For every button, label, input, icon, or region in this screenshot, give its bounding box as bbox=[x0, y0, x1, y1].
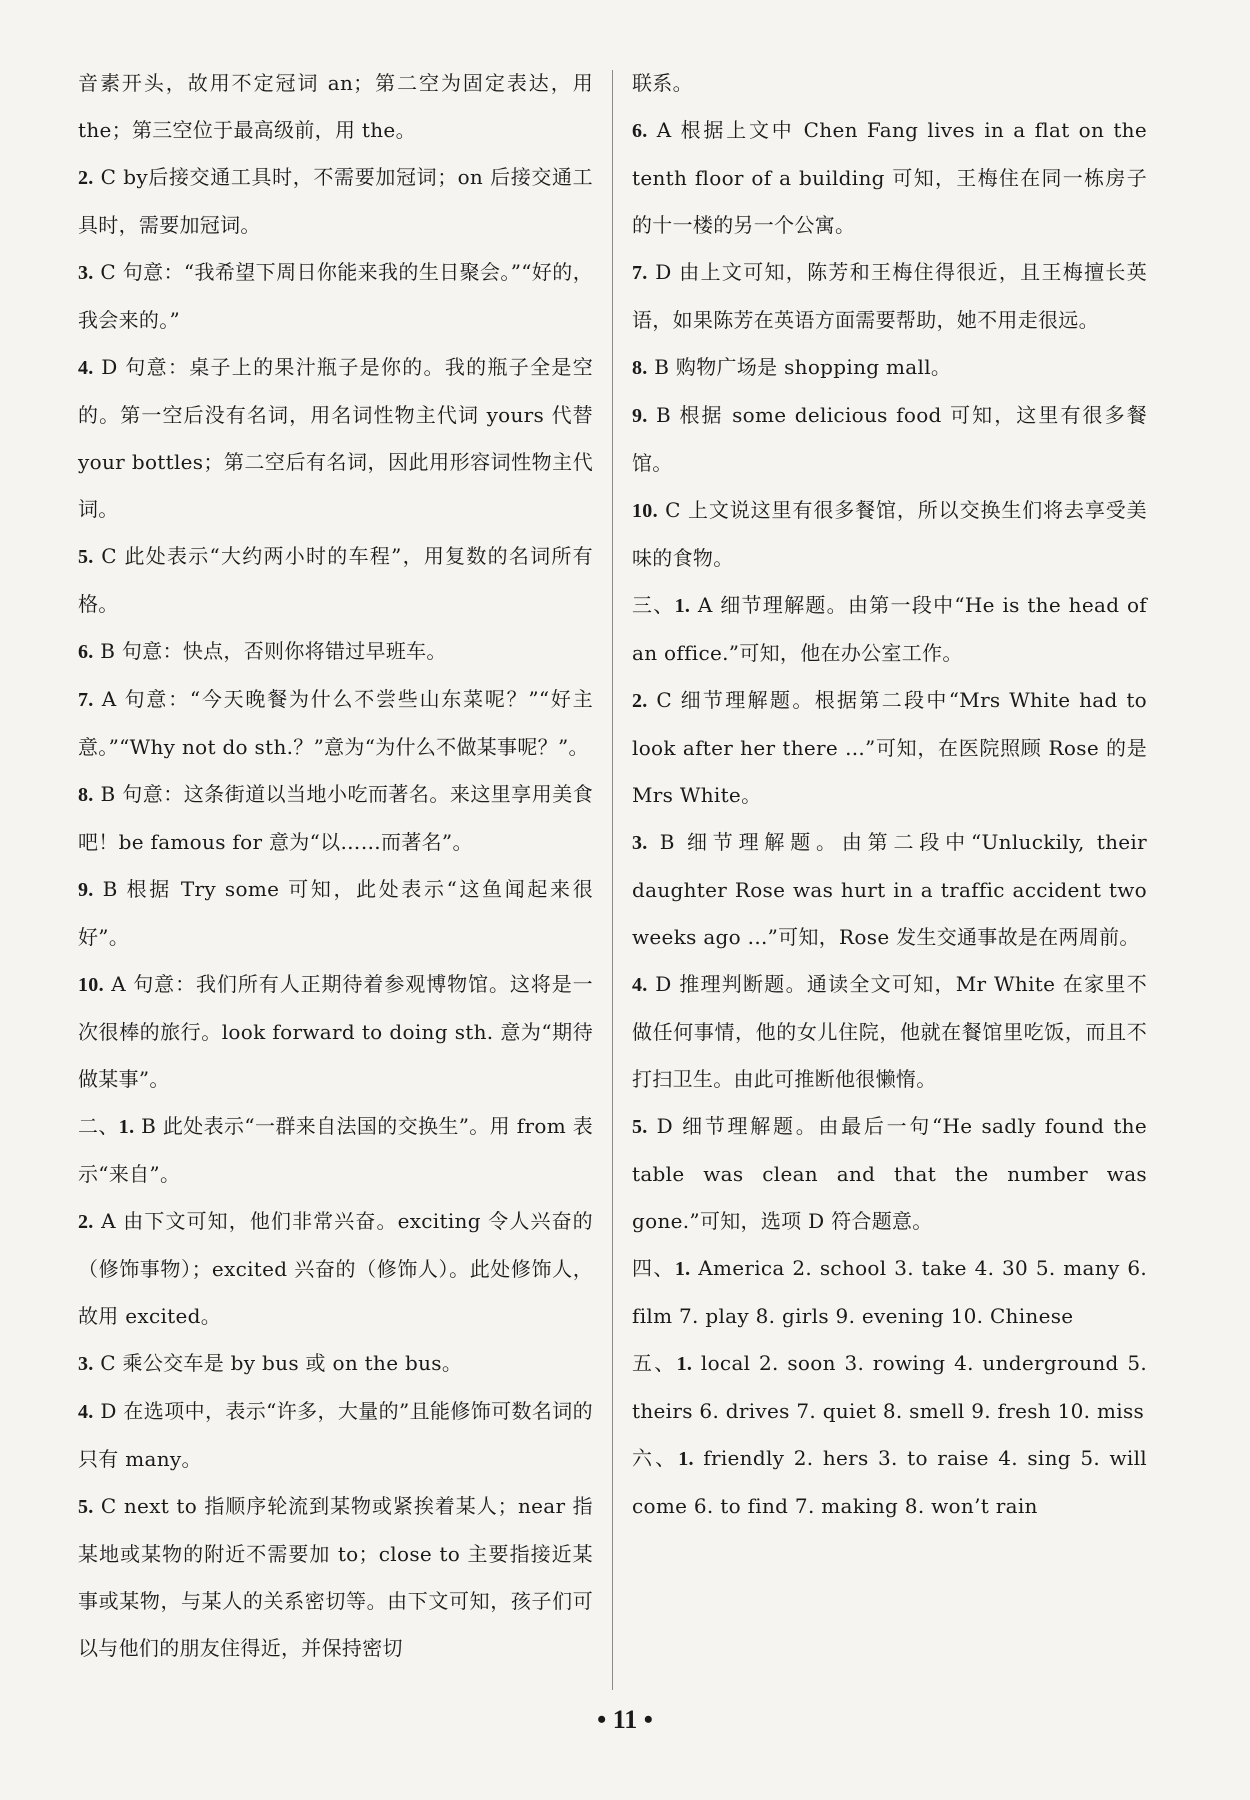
answer-item bbox=[632, 1245, 1147, 1340]
page-number: • 11 • bbox=[597, 1705, 653, 1734]
left-column bbox=[78, 60, 593, 1672]
answer-text: D 由上文可知，陈芳和王梅住得很近，且王梅擅长英语，如果陈芳在英语方面需要帮助，她不用走很远。 bbox=[632, 260, 1147, 332]
item-number: 4. bbox=[78, 357, 94, 379]
answer-text: local 2. soon 3. rowing 4. underground 5. theirs 6. drives 7. quiet 8. smell 9. fresh 10. miss bbox=[632, 1351, 1147, 1423]
item-number: 10. bbox=[632, 500, 658, 522]
item-number: 2. bbox=[632, 690, 648, 712]
item-number: 2. bbox=[78, 1211, 94, 1233]
answer-item bbox=[632, 677, 1147, 819]
item-number: 4. bbox=[78, 1401, 94, 1423]
right-column bbox=[632, 60, 1147, 1530]
item-number: 9. bbox=[78, 879, 94, 901]
answer-item bbox=[78, 676, 593, 771]
answer-item bbox=[632, 819, 1147, 961]
item-number: 1. bbox=[674, 595, 691, 617]
answer-text: A 根据上文中 Chen Fang lives in a flat on the tenth floor of a building 可知，王梅住在同一栋房子的十一楼的另一个公寓。 bbox=[632, 118, 1147, 237]
item-number: 4. bbox=[632, 974, 648, 996]
answer-item bbox=[632, 1340, 1147, 1435]
answer-text: D 在选项中，表示“许多，大量的”且能修饰可数名词的只有 many。 bbox=[78, 1399, 593, 1471]
answer-text: A 由下文可知，他们非常兴奋。exciting 令人兴奋的（修饰事物）；excited 兴奋的（修饰人）。此处修饰人，故用 excited。 bbox=[78, 1209, 593, 1328]
answer-text: friendly 2. hers 3. to raise 4. sing 5. will come 6. to find 7. making 8. won’t rain bbox=[632, 1446, 1147, 1518]
answer-text: B 根据 Try some 可知，此处表示“这鱼闻起来很好”。 bbox=[78, 877, 593, 949]
item-number: 7. bbox=[632, 262, 648, 284]
section-label: 四、 bbox=[632, 1256, 675, 1280]
answer-text: America 2. school 3. take 4. 30 5. many 6. film 7. play 8. girls 9. evening 10. Chinese bbox=[632, 1256, 1147, 1328]
answer-text: B 购物广场是 shopping mall。 bbox=[647, 355, 952, 379]
answer-text: C 句意：“我希望下周日你能来我的生日聚会。”“好的，我会来的。” bbox=[78, 260, 593, 332]
answer-item bbox=[78, 1388, 593, 1483]
item-number: 1. bbox=[674, 1258, 691, 1280]
item-number: 6. bbox=[632, 120, 648, 142]
answer-item bbox=[78, 771, 593, 866]
answer-text: B 句意：这条街道以当地小吃而著名。来这里享用美食吧！be famous for 意为“以……而著名”。 bbox=[78, 782, 593, 854]
answer-item bbox=[78, 1198, 593, 1340]
answer-text: 音素开头，故用不定冠词 an；第二空为固定表达，用 the；第三空位于最高级前，用 the。 bbox=[78, 71, 593, 142]
answer-text: C 细节理解题。根据第二段中“Mrs White had to look after her there ...”可知，在医院照顾 Rose 的是 Mrs White。 bbox=[632, 688, 1147, 807]
answer-item bbox=[632, 249, 1147, 344]
section-label: 三、 bbox=[632, 593, 675, 617]
column-divider bbox=[612, 70, 613, 1690]
item-number: 8. bbox=[632, 357, 648, 379]
answer-text: D 推理判断题。通读全文可知，Mr White 在家里不做任何事情，他的女儿住院，他就在餐馆里吃饭，而且不打扫卫生。由此可推断他很懒惰。 bbox=[632, 972, 1147, 1091]
answer-text: B 根据 some delicious food 可知，这里有很多餐馆。 bbox=[632, 403, 1147, 475]
answer-item bbox=[78, 866, 593, 961]
item-number: 5. bbox=[632, 1116, 648, 1138]
item-number: 9. bbox=[632, 405, 648, 427]
answer-item bbox=[78, 344, 593, 533]
answer-text: A 句意：我们所有人正期待着参观博物馆。这将是一次很棒的旅行。look forward to doing sth. 意为“期待做某事”。 bbox=[78, 972, 593, 1091]
answer-item bbox=[78, 60, 593, 154]
section-label: 六、 bbox=[632, 1446, 679, 1470]
item-number: 3. bbox=[78, 262, 94, 284]
answer-text: C 上文说这里有很多餐馆，所以交换生们将去享受美味的食物。 bbox=[632, 498, 1147, 570]
answer-item bbox=[78, 533, 593, 628]
item-number: 1. bbox=[676, 1353, 693, 1375]
answer-text: A 句意：“今天晚餐为什么不尝些山东菜呢？”“好主意。”“Why not do sth.？”意为“为什么不做某事呢？”。 bbox=[78, 687, 593, 759]
answer-item bbox=[78, 961, 593, 1103]
answer-text: D 细节理解题。由最后一句“He sadly found the table was clean and that the number was gone.”可知，选项 D 符合题意。 bbox=[632, 1114, 1147, 1233]
item-number: 6. bbox=[78, 641, 94, 663]
answer-item bbox=[632, 487, 1147, 582]
answer-text: A 细节理解题。由第一段中“He is the head of an office.”可知，他在办公室工作。 bbox=[632, 593, 1147, 665]
answer-text: C 此处表示“大约两小时的车程”，用复数的名词所有格。 bbox=[78, 544, 593, 616]
item-number: 5. bbox=[78, 546, 94, 568]
answer-item bbox=[632, 344, 1147, 392]
item-number: 1. bbox=[678, 1448, 694, 1470]
answer-item bbox=[78, 154, 593, 249]
item-number: 2. bbox=[78, 167, 94, 189]
answer-text: C next to 指顺序轮流到某物或紧挨着某人；near 指某地或某物的附近不需要加 to；close to 主要指接近某事或某物，与某人的关系密切等。由下文可知，孩子们可以与他们的朋友住得近，并保持密切 bbox=[78, 1494, 593, 1660]
answer-item bbox=[632, 1435, 1147, 1530]
answer-item bbox=[632, 582, 1147, 677]
answer-text: C 乘公交车是 by bus 或 on the bus。 bbox=[93, 1351, 463, 1375]
item-number: 1. bbox=[118, 1116, 135, 1138]
item-number: 3. bbox=[78, 1353, 94, 1375]
answer-item bbox=[632, 107, 1147, 249]
answer-item bbox=[632, 1103, 1147, 1245]
answer-item bbox=[78, 1340, 593, 1388]
item-number: 5. bbox=[78, 1496, 94, 1518]
answer-text: 联系。 bbox=[632, 71, 693, 95]
answer-text: C by后接交通工具时，不需要加冠词；on 后接交通工具时，需要加冠词。 bbox=[78, 165, 593, 237]
answer-text: D 句意：桌子上的果汁瓶子是你的。我的瓶子全是空的。第一空后没有名词，用名词性物主代词 yours 代替 your bottles；第二空后有名词，因此用形容词性物主代词。 bbox=[78, 355, 593, 521]
answer-text: B 此处表示“一群来自法国的交换生”。用 from 表示“来自”。 bbox=[78, 1114, 593, 1186]
answer-item bbox=[78, 1103, 593, 1198]
answer-item bbox=[632, 60, 1147, 107]
section-label: 二、 bbox=[78, 1114, 119, 1138]
answer-item bbox=[78, 628, 593, 676]
item-number: 3. bbox=[632, 832, 648, 854]
item-number: 10. bbox=[78, 974, 104, 996]
item-number: 7. bbox=[78, 689, 94, 711]
item-number: 8. bbox=[78, 784, 94, 806]
answer-item bbox=[78, 249, 593, 344]
answer-text: B 细节理解题。由第二段中“Unluckily, their daughter Rose was hurt in a traffic accident two weeks ago ...”可知，Rose 发生交通事故是在两周前。 bbox=[632, 830, 1147, 949]
section-label: 五、 bbox=[632, 1351, 677, 1375]
answer-item bbox=[78, 1483, 593, 1672]
answer-item bbox=[632, 392, 1147, 487]
answer-item bbox=[632, 961, 1147, 1103]
answer-text: B 句意：快点，否则你将错过早班车。 bbox=[93, 639, 447, 663]
